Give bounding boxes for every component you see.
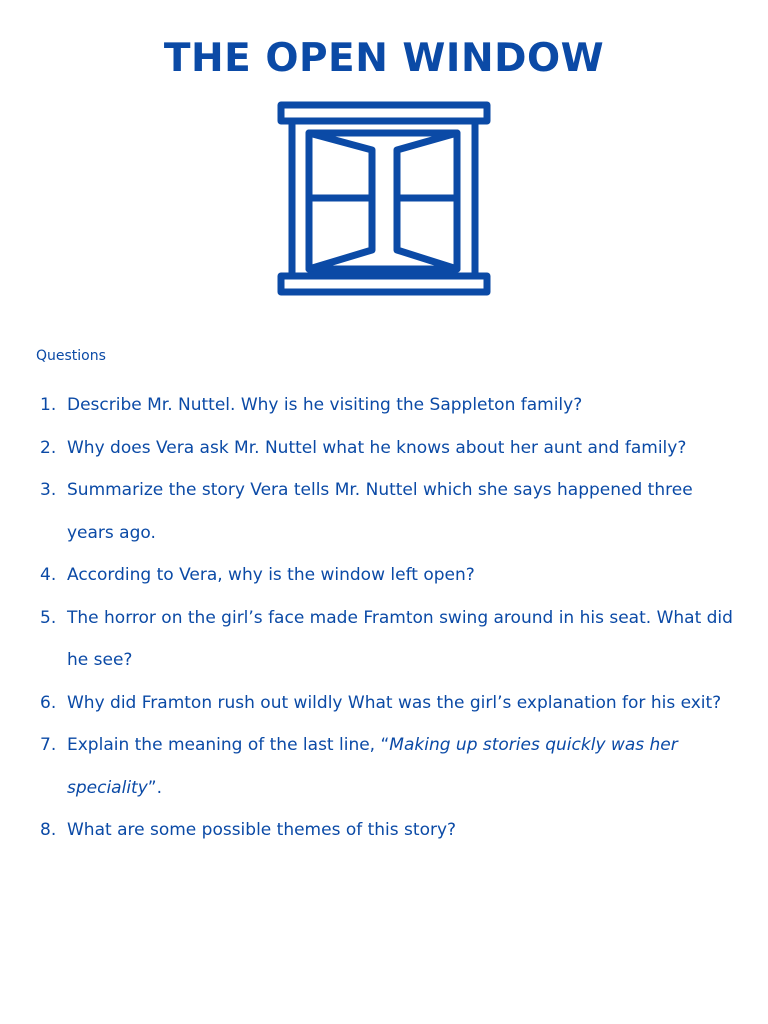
question-number: 4. <box>40 565 57 585</box>
question-item-4 <box>40 554 740 597</box>
question-text: Describe Mr. Nuttel. Why is he visiting the Sappleton family? <box>67 395 583 415</box>
question-text: According to Vera, why is the window left open? <box>67 565 475 585</box>
question-item-7 <box>40 724 740 809</box>
open-window-icon <box>276 100 492 300</box>
question-item-2 <box>40 427 740 470</box>
question-text: Summarize the story Vera tells Mr. Nuttel which she says happened three years ago. <box>67 480 693 543</box>
section-label: Questions <box>36 348 106 364</box>
question-text <box>67 735 678 798</box>
question-number: 6. <box>40 692 57 713</box>
question-item-3 <box>40 469 740 554</box>
question-item-8 <box>40 809 740 852</box>
question-number: 5. <box>40 607 57 628</box>
question-item-5 <box>40 597 740 682</box>
question-item-1 <box>40 384 740 427</box>
question-text: What are some possible themes of this story? <box>67 820 457 840</box>
question-number: 3. <box>40 480 57 500</box>
question-list <box>40 384 740 852</box>
question-text-tail: ”. <box>147 777 162 798</box>
question-text: Why does Vera ask Mr. Nuttel what he knows about her aunt and family? <box>67 437 687 458</box>
page-title: THE OPEN WINDOW <box>163 36 605 81</box>
question-number: 1. <box>40 395 57 415</box>
question-text-lead: Explain the meaning of the last line, “ <box>67 735 390 755</box>
question-number: 8. <box>40 820 57 840</box>
question-text: The horror on the girl’s face made Framton swing around in his seat. What did he see? <box>67 607 733 670</box>
question-text: Why did Framton rush out wildly What was the girl’s explanation for his exit? <box>67 692 722 713</box>
question-item-6 <box>40 682 740 725</box>
question-number: 7. <box>40 735 57 755</box>
quoted-line: Making up stories quickly was her speciality <box>67 735 678 798</box>
question-number: 2. <box>40 437 57 458</box>
